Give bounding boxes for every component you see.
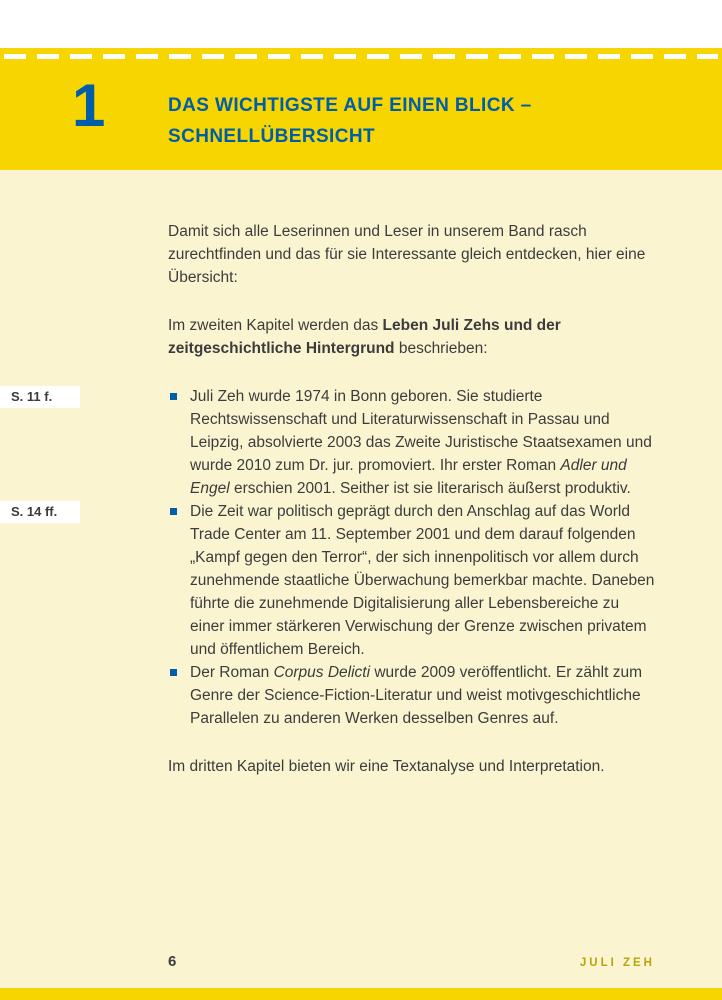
top-white-margin <box>0 0 722 48</box>
chapter-title-line2: SCHNELLÜBERSICHT <box>168 126 375 147</box>
page-body <box>11 170 655 778</box>
chapter2-lead-post: beschrieben: <box>394 340 488 357</box>
page-number: 6 <box>168 953 177 970</box>
chapter2-lead-bold: Leben Juli Zehs und der zeitgeschichtliche Hintergrund <box>168 317 561 357</box>
bullet1-text: Juli Zeh wurde 1974 in Bonn geboren. Sie studierte Rechtswissenschaft und Literaturwissenschaft in Passau und Leipzig, absolvierte 2003 das Zweite Juristische Staatsexamen und wurde 2010 zum Dr. jur. promoviert. Ihr erster Roman <box>190 388 652 474</box>
chapter-title <box>168 90 532 152</box>
intro-text: Damit sich alle Leserinnen und Leser in unserem Band rasch zurechtfinden und das für sie Interessante gleich entdecken, hier eine Übersicht: <box>168 223 646 286</box>
chapter-header-band <box>0 48 722 170</box>
list-item <box>11 500 655 661</box>
chapter2-lead-paragraph <box>168 314 655 360</box>
bullet3-book-title: Corpus Delicti <box>273 664 371 681</box>
chapter-number: 1 <box>72 72 106 139</box>
margin-note-page-ref: S. 11 f. <box>0 386 80 408</box>
outro-paragraph <box>168 755 655 778</box>
outro-text: Im dritten Kapitel bieten wir eine Textanalyse und Interpretation. <box>168 758 605 775</box>
bullet2-text: Die Zeit war politisch geprägt durch den Anschlag auf das World Trade Center am 11. September 2001 und dem darauf folgenden „Kampf gegen den Terror“, der sich innenpolitisch vor allem durch zunehmende staatliche Überwachung bemerkbar machte. Daneben führte die zunehmende Digitalisierung aller Lebensbereiche zu einer immer stärkeren Verwischung der Grenze zwischen privatem und öffentlichem Bereich. <box>190 503 655 658</box>
list-item <box>168 661 655 730</box>
chapter2-lead-pre: Im zweiten Kapitel werden das <box>168 317 383 334</box>
intro-paragraph <box>168 220 655 289</box>
overview-bullet-list <box>11 385 655 730</box>
bullet3-text: Der Roman <box>190 664 274 681</box>
running-title: JULI ZEH <box>579 957 655 969</box>
chapter-title-line1: DAS WICHTIGSTE AUF EINEN BLICK – <box>168 95 532 116</box>
bullet1-book-title: Adler und Engel <box>190 457 627 497</box>
margin-note-page-ref: S. 14 ff. <box>0 501 80 523</box>
perforation-dash-line <box>4 54 718 59</box>
bullet1-text-end: erschien 2001. Seither ist sie literarisch äußerst produktiv. <box>229 480 631 497</box>
page-footer <box>168 953 655 970</box>
list-item <box>11 385 655 500</box>
bullet3-text-end: wurde 2009 veröffentlicht. Er zählt zum Genre der Science-Fiction-Literatur und weist motivgeschichtliche Parallelen zu anderen Werken desselben Genres auf. <box>190 664 643 727</box>
bottom-yellow-bar <box>0 988 722 1000</box>
